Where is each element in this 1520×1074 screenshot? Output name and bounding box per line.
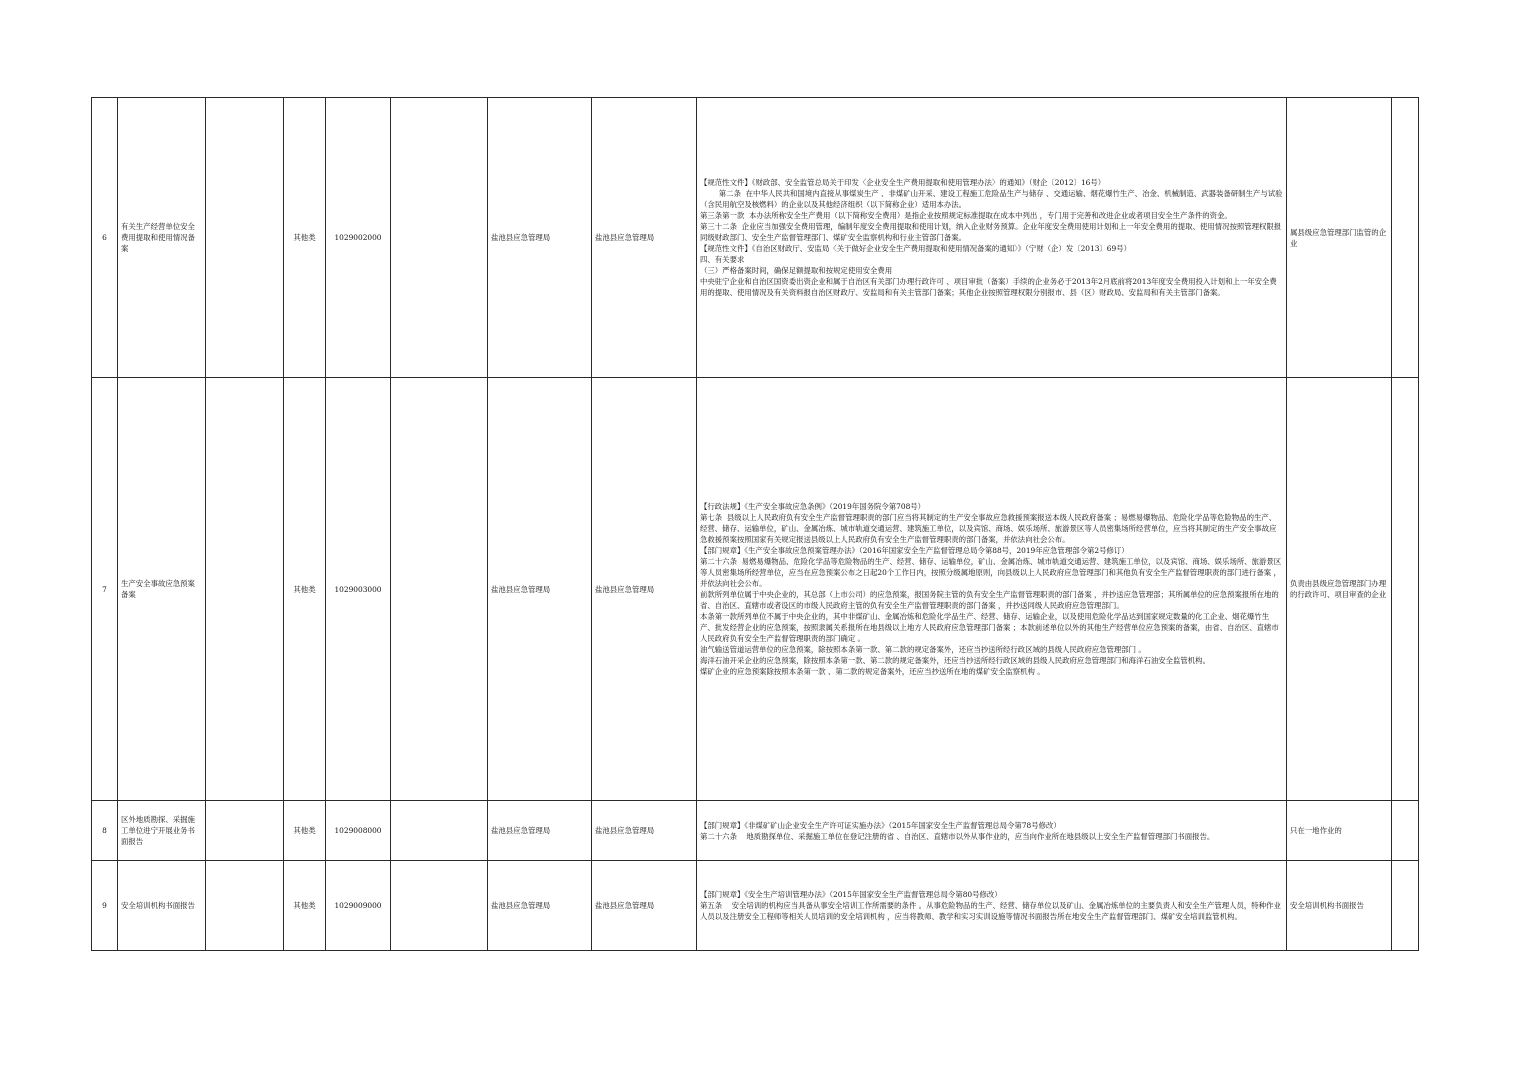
legal-basis-paragraph: 中央驻宁企业和自治区国资委出资企业和属于自治区有关部门办理行政许可 、项目审批（备案）手续的企业务必于2013年2月底前将2013年度安全费用投入计划和上一年安全费用的提取、使用情况及有关资料报自治区财政厅、安监局和有关主管部门备案；其他企业按照管理权限分别报市、县（区）财政局、安监局和有关主管部门备案。 — [700, 277, 1277, 297]
row-number: 7 — [92, 378, 118, 801]
legal-basis-paragraph: 【规范性文件】《财政部、安全监管总局关于印发〈企业安全生产费用提取和使用管理办法〉的通知》（财企〔2012〕16号） — [700, 178, 1106, 187]
item-name: 有关生产经营单位安全费用提取和使用情况备案 — [118, 98, 206, 378]
table-row — [92, 98, 1419, 378]
item-code: 1029008000 — [326, 801, 391, 861]
sub-item — [206, 861, 284, 951]
row-number: 9 — [92, 861, 118, 951]
power-list-table — [91, 97, 1419, 951]
row-number: 8 — [92, 801, 118, 861]
empty-cell — [391, 98, 488, 378]
scope: 只在一地作业的 — [1287, 801, 1392, 861]
legal-basis-paragraph: 本条第一款所列单位不属于中央企业的，其中非煤矿山、金属冶炼和危险化学品生产、经营、储存、运输企业，以及使用危险化学品达到国家规定数量的化工企业、烟花爆竹生产、批发经营企业的应急预案，按照隶属关系报所在地县级以上地方人民政府应急管理部门备案 ；本款前述单位以外的其他生产经营单位应急预案的备案，由省、自治区、直辖市人民政府负有安全生产监督管理职责的部门确定 。 — [700, 612, 1279, 643]
item-category: 其他类 — [284, 378, 326, 801]
legal-basis-paragraph: 第二十六条 地质勘探单位、采掘施工单位在登记注册的省 、自治区、直辖市以外从事作业的，应当向作业所在地县级以上安全生产监督管理部门书面报告。 — [700, 831, 1215, 841]
legal-basis-paragraph: 第七条 县级以上人民政府负有安全生产监督管理职责的部门应当将其制定的生产安全事故应急救援预案报送本级人民政府备案 ；易燃易爆物品、危险化学品等危险物品的生产、经营、储存、运输单位，矿山、金属冶炼、城市轨道交通运营、建筑施工单位，以及宾馆、商场、娱乐场所、旅游景区等人员密集场所经营单位，应当将其制定的生产安全事故应急救援预案按照国家有关规定报送县级以上人民政府负有安全生产监督管理职责的部门备案，并依法向社会公布。 — [700, 513, 1277, 544]
legal-basis-paragraph: 四、有关要求 — [700, 255, 745, 264]
remarks — [1392, 861, 1419, 951]
sub-item — [206, 98, 284, 378]
table-row — [92, 378, 1419, 801]
implementing-authority: 盐池县应急管理局 — [488, 98, 592, 378]
legal-basis-paragraph: 【行政法规】《生产安全事故应急条例》（2019年国务院令第708号） — [700, 502, 926, 511]
legal-basis-paragraph: 前款所列单位属于中央企业的，其总部（上市公司）的应急预案，报国务院主管的负有安全生产监督管理职责的部门备案 ，并抄送应急管理部；其所属单位的应急预案报所在地的省、自治区、直辖市或者设区的市级人民政府主管的负有安全生产监督管理职责的部门备案 ，并抄送同级人民政府应急管理部门。 — [700, 590, 1279, 610]
remarks — [1392, 801, 1419, 861]
implementing-authority: 盐池县应急管理局 — [488, 861, 592, 951]
legal-basis-paragraph: 海洋石油开采企业的应急预案，除按照本条第一款、第二款的规定备案外，还应当抄送所经行政区域的县级人民政府应急管理部门和海洋石油安全监管机构。 — [700, 656, 1210, 665]
sub-item — [206, 801, 284, 861]
responsible-department: 盐池县应急管理局 — [592, 861, 697, 951]
row-number: 6 — [92, 98, 118, 378]
item-name: 区外地质勘探、采掘施工单位进宁开展业务书面报告 — [118, 801, 206, 861]
implementing-authority: 盐池县应急管理局 — [488, 801, 592, 861]
legal-basis-paragraph: （三）严格备案时间，确保足额提取和按规定使用安全费用 — [700, 266, 893, 275]
responsible-department: 盐池县应急管理局 — [592, 98, 697, 378]
legal-basis-paragraph: 第五条 安全培训的机构应当具备从事安全培训工作所需要的条件 。从事危险物品的生产、经营、储存单位以及矿山、金属冶炼单位的主要负责人和安全生产管理人员，特种作业人员以及注册安全工程师等相关人员培训的安全培训机构 ，应当将教师、教学和实习实训设施等情况书面报告所在地安全生产监督管理部门、煤矿安全培训监管机构。 — [700, 901, 1281, 921]
item-category: 其他类 — [284, 801, 326, 861]
legal-basis-paragraph: 煤矿企业的应急预案除按照本条第一款 、第二款的规定备案外，还应当抄送所在地的煤矿安全监察机构 。 — [700, 667, 1045, 676]
legal-basis-paragraph: 【规范性文件】《自治区财政厅、安监局〈关于做好企业安全生产费用提取和使用情况备案的通知〉》（宁财（企）发〔2013〕69号） — [700, 244, 1131, 253]
scope: 负责由县级应急管理部门办理的行政许可、项目审查的企业 — [1287, 378, 1392, 801]
table-row — [92, 861, 1419, 951]
empty-cell — [391, 801, 488, 861]
item-code: 1029002000 — [326, 98, 391, 378]
legal-basis-paragraph: 油气输送管道运营单位的应急预案，除按照本条第一款、第二款的规定备案外，还应当抄送所经行政区域的县级人民政府应急管理部门 。 — [700, 645, 1146, 654]
empty-cell — [391, 861, 488, 951]
sub-item — [206, 378, 284, 801]
item-code: 1029009000 — [326, 861, 391, 951]
item-category: 其他类 — [284, 861, 326, 951]
legal-basis — [697, 378, 1287, 801]
legal-basis — [697, 861, 1287, 951]
legal-basis — [697, 98, 1287, 378]
responsible-department: 盐池县应急管理局 — [592, 378, 697, 801]
item-category: 其他类 — [284, 98, 326, 378]
remarks — [1392, 98, 1419, 378]
legal-basis-paragraph: 第二十六条 易燃易爆物品、危险化学品等危险物品的生产、经营、储存、运输单位，矿山、金属冶炼、城市轨道交通运营、建筑施工单位，以及宾馆、商场、娱乐场所、旅游景区等人员密集场所经营单位，应当在应急预案公布之日起20个工作日内，按照分级属地原则，向县级以上人民政府应急管理部门和其他负有安全生产监督管理职责的部门进行备案 ，并依法向社会公布。 — [700, 557, 1282, 588]
legal-basis-paragraph: 【部门规章】《安全生产培训管理办法》（2015年国家安全生产监督管理总局令第80号修改） — [700, 890, 1002, 899]
scope: 属县级应急管理部门监管的企业 — [1287, 98, 1392, 378]
legal-basis — [697, 801, 1287, 861]
table-row — [92, 801, 1419, 861]
remarks — [1392, 378, 1419, 801]
legal-basis-paragraph: 第三十二条 企业应当加强安全费用管理，编制年度安全费用提取和使用计划，纳入企业财务预算。企业年度安全费用使用计划和上一年安全费用的提取、使用情况按照管理权限报同级财政部门、安全生产监督管理部门、煤矿安全监察机构和行业主管部门备案。 — [700, 222, 1282, 242]
item-name: 安全培训机构书面报告 — [118, 861, 206, 951]
legal-basis-paragraph: 【部门规章】《非煤矿矿山企业安全生产许可证实施办法》（2015年国家安全生产监督管理总局令第78号修改） — [700, 820, 1061, 830]
item-name: 生产安全事故应急预案备案 — [118, 378, 206, 801]
item-code: 1029003000 — [326, 378, 391, 801]
responsible-department: 盐池县应急管理局 — [592, 801, 697, 861]
legal-basis-paragraph: 第三条第一款 本办法所称安全生产费用（以下简称安全费用）是指企业按照规定标准提取在成本中列出 ，专门用于完善和改进企业或者项目安全生产条件的资金。 — [700, 211, 1232, 220]
implementing-authority: 盐池县应急管理局 — [488, 378, 592, 801]
scope: 安全培训机构书面报告 — [1287, 861, 1392, 951]
legal-basis-paragraph: 【部门规章】《生产安全事故应急预案管理办法》（2016年国家安全生产监督管理总局令第88号，2019年应急管理部令第2号修订） — [700, 546, 1129, 555]
empty-cell — [391, 378, 488, 801]
legal-basis-paragraph: 第二条 在中华人民共和国境内直接从事煤炭生产 、非煤矿山开采、建设工程施工危险品生产与储存 、交通运输、烟花爆竹生产、冶金、机械制造、武器装备研制生产与试验（含民用航空及核燃料）的企业以及其他经济组织（以下简称企业）适用本办法。 — [700, 189, 1283, 209]
